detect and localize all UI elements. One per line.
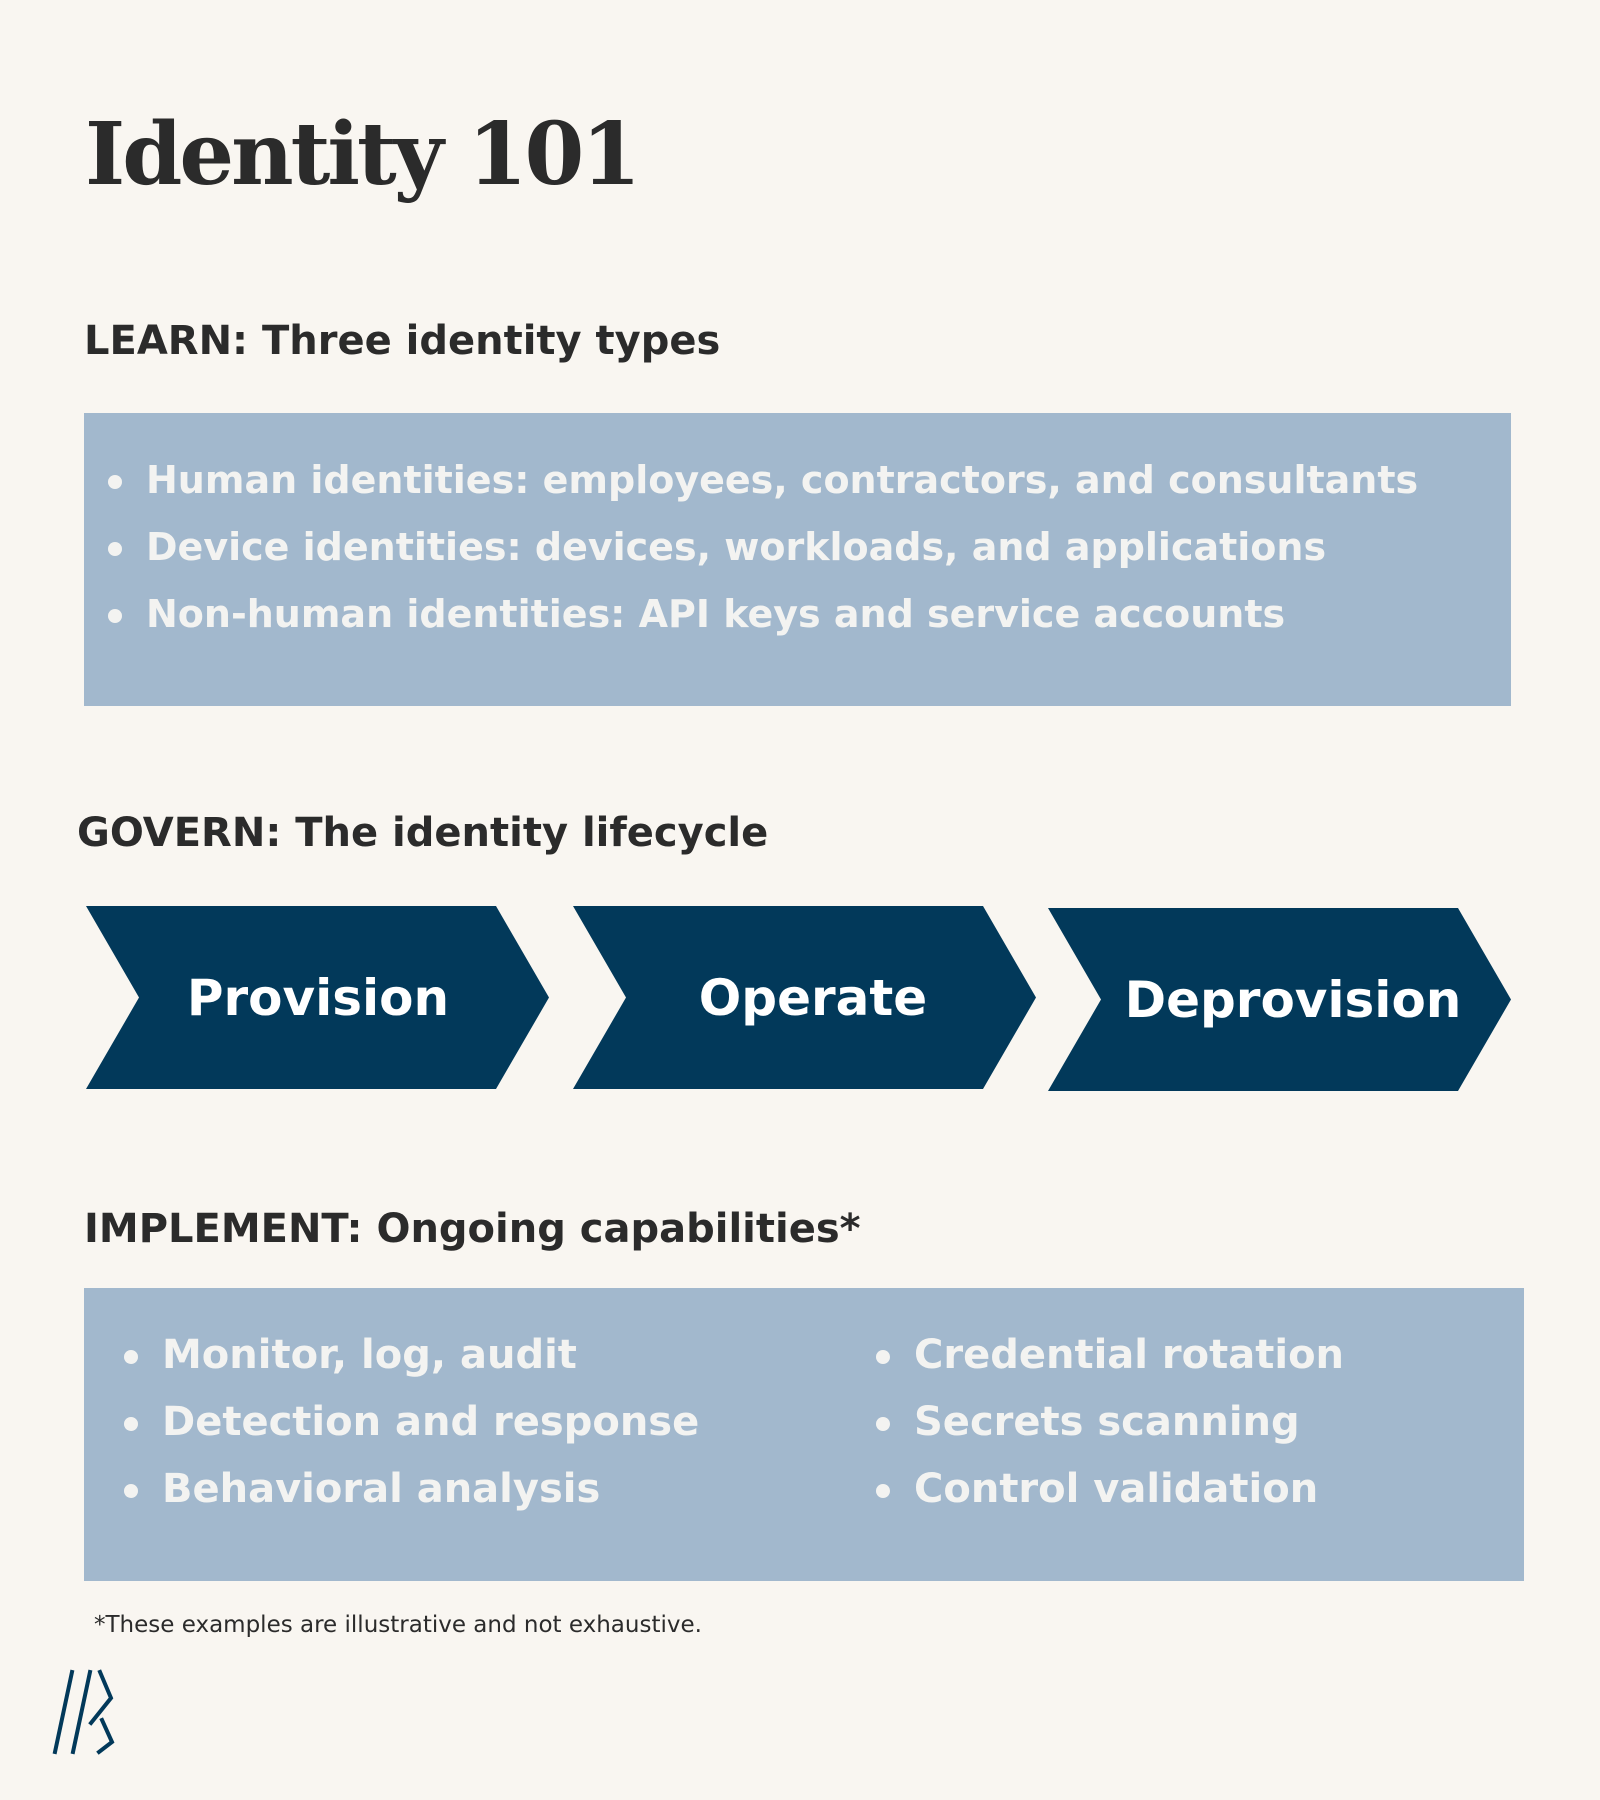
list-item-text: Monitor, log, audit (162, 1332, 577, 1378)
bullet-dot (108, 609, 122, 623)
bullet-dot (876, 1350, 890, 1364)
list-item (124, 1389, 699, 1456)
capabilities-list-right (876, 1322, 1344, 1523)
list-item-text: Control validation (914, 1466, 1319, 1512)
capabilities-list-left (124, 1322, 699, 1523)
identity-types-list (108, 447, 1418, 648)
bullet-dot (876, 1484, 890, 1498)
list-item (108, 514, 1418, 581)
learn-heading: LEARN: Three identity types (84, 318, 721, 364)
list-item-text: Human identities: employees, contractors, and consultants (146, 458, 1419, 502)
implement-heading: IMPLEMENT: Ongoing capabilities* (84, 1206, 861, 1252)
list-item-text: Non-human identities: API keys and service accounts (146, 592, 1286, 636)
footnote: *These examples are illustrative and not exhaustive. (94, 1612, 702, 1638)
govern-heading: GOVERN: The identity lifecycle (77, 810, 769, 856)
list-item (124, 1322, 699, 1389)
brand-logo-icon (52, 1668, 118, 1756)
bullet-dot (124, 1417, 138, 1431)
identity-types-panel (84, 413, 1511, 706)
lifecycle-step-deprovision (1048, 908, 1511, 1091)
lifecycle-step-label: Deprovision (1124, 970, 1462, 1029)
bullet-dot (124, 1484, 138, 1498)
bullet-dot (124, 1350, 138, 1364)
list-item (876, 1456, 1344, 1523)
list-item-text: Behavioral analysis (162, 1466, 601, 1512)
lifecycle-step-provision (86, 906, 549, 1089)
list-item-text: Secrets scanning (914, 1399, 1300, 1445)
list-item-text: Detection and response (162, 1399, 700, 1445)
page-title: Identity 101 (85, 104, 639, 205)
list-item (108, 447, 1418, 514)
list-item (108, 581, 1418, 648)
lifecycle-step-operate (573, 906, 1036, 1089)
list-item (124, 1456, 699, 1523)
list-item-text: Credential rotation (914, 1332, 1345, 1378)
bullet-dot (108, 542, 122, 556)
list-item (876, 1322, 1344, 1389)
list-item (876, 1389, 1344, 1456)
bullet-dot (876, 1417, 890, 1431)
bullet-dot (108, 475, 122, 489)
capabilities-panel (84, 1288, 1524, 1581)
list-item-text: Device identities: devices, workloads, and applications (146, 525, 1327, 569)
lifecycle-step-label: Provision (186, 968, 450, 1027)
lifecycle-step-label: Operate (698, 968, 928, 1027)
